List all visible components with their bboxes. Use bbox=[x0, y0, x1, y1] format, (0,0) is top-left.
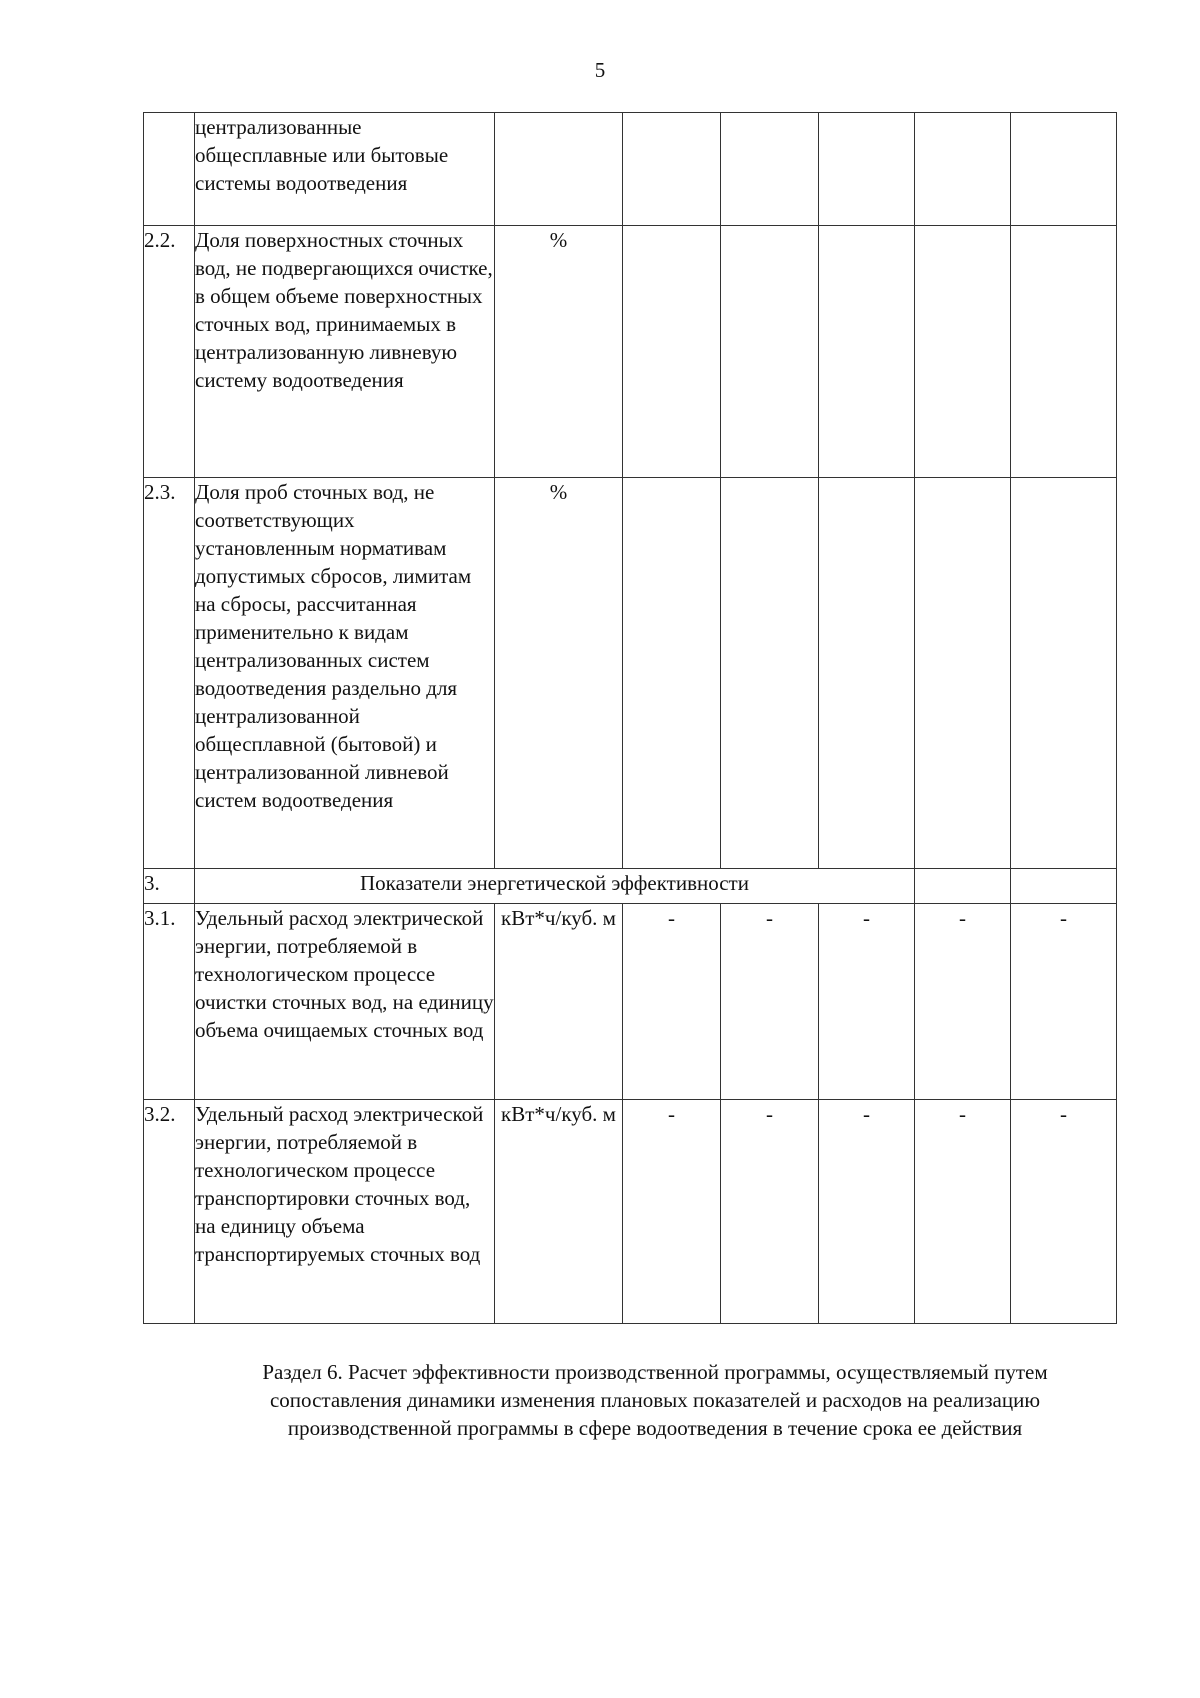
table-row bbox=[144, 1100, 1117, 1324]
row-number: 3. bbox=[144, 869, 195, 904]
table-row bbox=[144, 904, 1117, 1100]
value-cell bbox=[721, 113, 819, 226]
section-heading-line: сопоставления динамики изменения плановых показателей и расходов на реализацию bbox=[269, 1388, 1041, 1412]
value-cell bbox=[1011, 113, 1117, 226]
value-cell bbox=[623, 226, 721, 478]
unit-cell: % bbox=[495, 226, 623, 478]
value-cell bbox=[819, 478, 915, 869]
value-cell bbox=[721, 226, 819, 478]
indicator-name: Удельный расход электрической энергии, потребляемой в технологическом процессе транспортировки сточных вод, на единицу объема транспортируемых сточных вод bbox=[195, 1100, 495, 1324]
value-cell bbox=[1011, 478, 1117, 869]
value-cell bbox=[1011, 226, 1117, 478]
value-cell bbox=[915, 478, 1011, 869]
indicator-name: Удельный расход электрической энергии, потребляемой в технологическом процессе очистки сточных вод, на единицу объема очищаемых сточных вод bbox=[195, 904, 495, 1100]
unit-cell: кВт*ч/куб. м bbox=[495, 904, 623, 1100]
empty-cell bbox=[915, 869, 1011, 904]
table-row bbox=[144, 113, 1117, 226]
value-cell bbox=[915, 226, 1011, 478]
value-cell bbox=[819, 226, 915, 478]
unit-cell: кВт*ч/куб. м bbox=[495, 1100, 623, 1324]
row-number bbox=[144, 113, 195, 226]
indicator-name: централизованные общесплавные или бытовые системы водоотведения bbox=[195, 113, 495, 226]
row-number: 3.2. bbox=[144, 1100, 195, 1324]
empty-cell bbox=[1011, 869, 1117, 904]
value-cell: - bbox=[623, 904, 721, 1100]
value-cell: - bbox=[915, 1100, 1011, 1324]
table-row bbox=[144, 478, 1117, 869]
value-cell bbox=[819, 113, 915, 226]
value-cell: - bbox=[721, 1100, 819, 1324]
section-heading bbox=[180, 1358, 1130, 1442]
section-row bbox=[144, 869, 1117, 904]
section-title: Показатели энергетической эффективности bbox=[195, 869, 915, 904]
indicator-name: Доля проб сточных вод, не соответствующих установленным нормативам допустимых сбросов, лимитам на сбросы, рассчитанная применительно к видам централизованных систем водоотведения раздельно для централизованной общесплавной (бытовой) и централизованной ливневой систем водоотведения bbox=[195, 478, 495, 869]
unit-cell: % bbox=[495, 478, 623, 869]
value-cell: - bbox=[819, 1100, 915, 1324]
row-number: 2.2. bbox=[144, 226, 195, 478]
value-cell bbox=[915, 113, 1011, 226]
value-cell bbox=[623, 478, 721, 869]
value-cell: - bbox=[721, 904, 819, 1100]
value-cell: - bbox=[1011, 904, 1117, 1100]
indicators-table bbox=[143, 112, 1117, 1324]
value-cell: - bbox=[915, 904, 1011, 1100]
value-cell bbox=[623, 113, 721, 226]
row-number: 3.1. bbox=[144, 904, 195, 1100]
section-heading-line: Раздел 6. Расчет эффективности производственной программы, осуществляемый путем bbox=[262, 1360, 1048, 1384]
value-cell: - bbox=[1011, 1100, 1117, 1324]
value-cell bbox=[721, 478, 819, 869]
value-cell: - bbox=[819, 904, 915, 1100]
page-number: 5 bbox=[594, 58, 606, 82]
unit-cell bbox=[495, 113, 623, 226]
section-heading-line: производственной программы в сфере водоотведения в течение срока ее действия bbox=[287, 1416, 1023, 1440]
table-row bbox=[144, 226, 1117, 478]
indicator-name: Доля поверхностных сточных вод, не подвергающихся очистке, в общем объеме поверхностных сточных вод, принимаемых в централизованную ливневую систему водоотведения bbox=[195, 226, 495, 478]
row-number: 2.3. bbox=[144, 478, 195, 869]
value-cell: - bbox=[623, 1100, 721, 1324]
